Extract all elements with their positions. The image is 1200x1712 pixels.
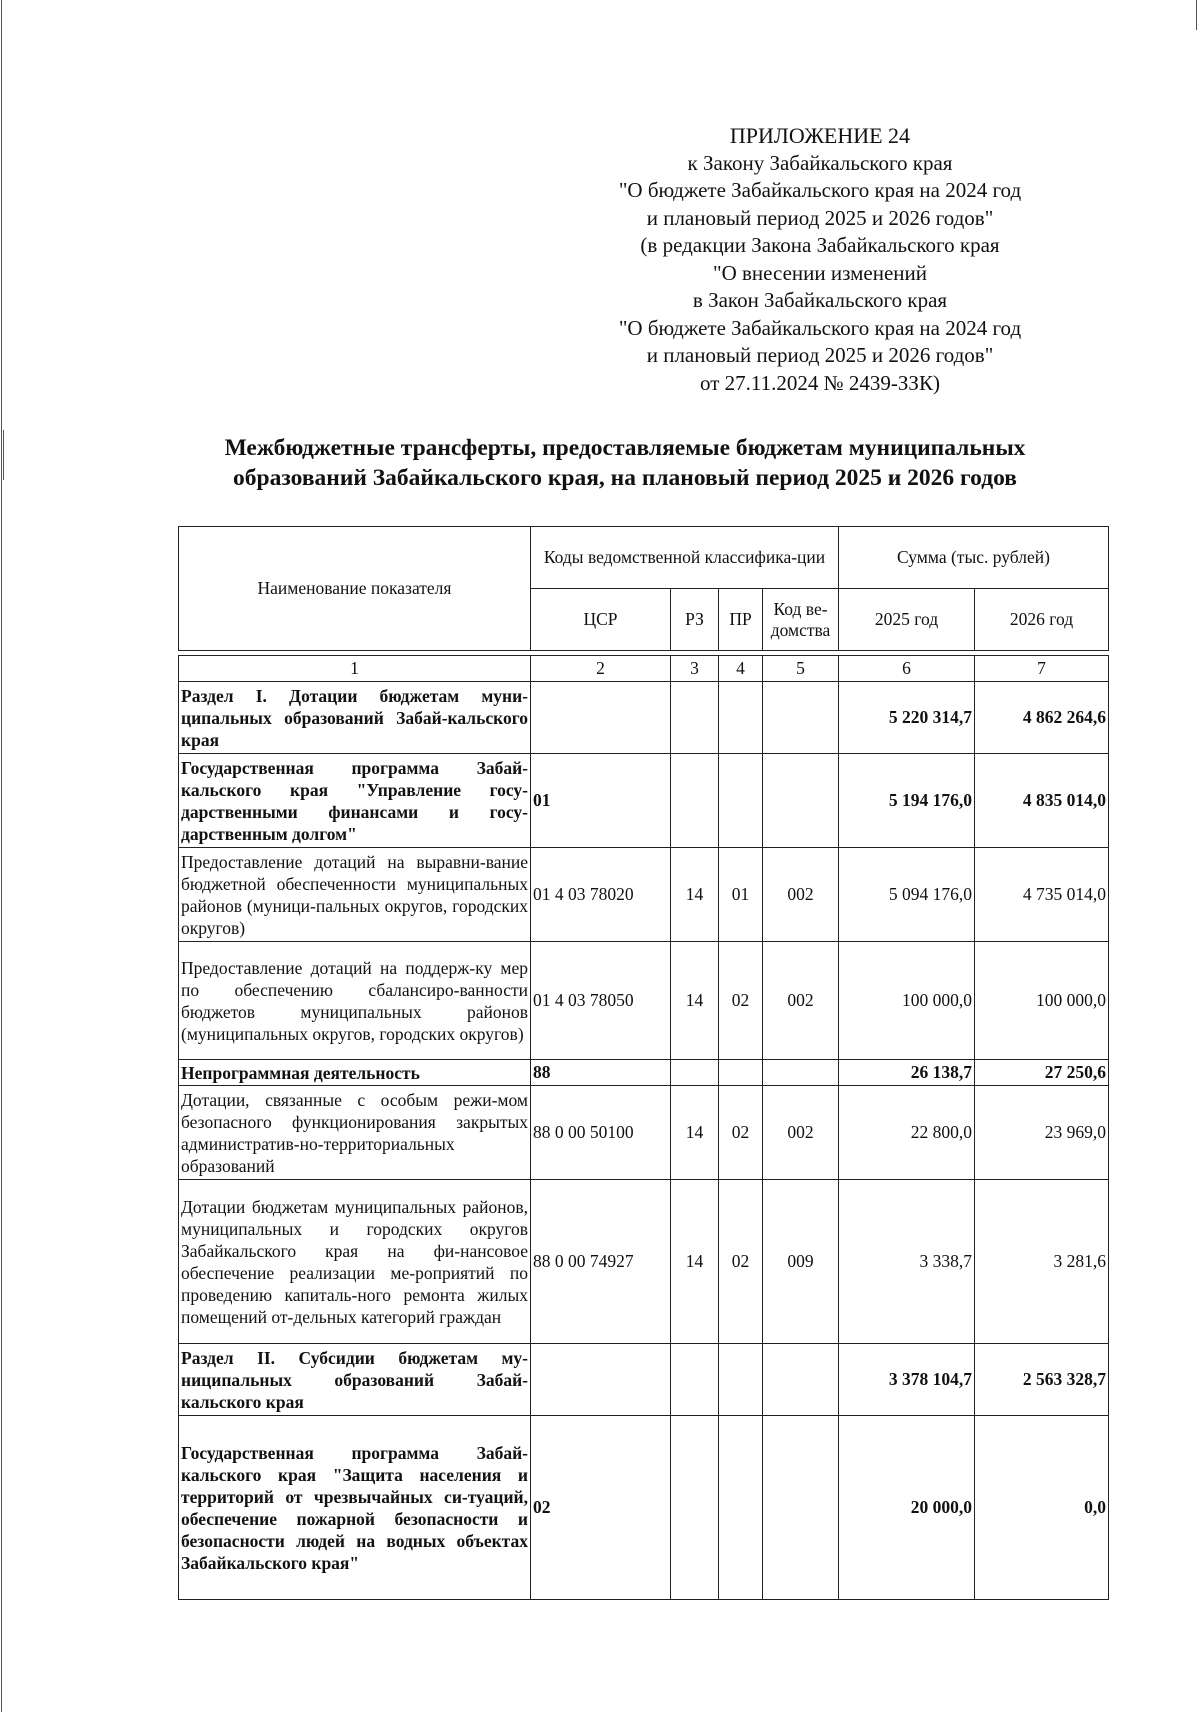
row-name: Государственная программа Забай-кальского края "Защита населения и территорий от чрезвычайных си-туаций, обеспечение пожарной безопасности и безопасности людей на водных объектах Забайкальского края" — [179, 1416, 531, 1600]
document-title-line: Межбюджетные трансферты, предоставляемые бюджетам муниципальных — [224, 435, 1026, 461]
annex-line: "О бюджете Забайкальского края на 2024 год — [618, 315, 1022, 340]
row-rz — [671, 682, 719, 754]
row-csr — [531, 682, 671, 754]
row-name: Дотации бюджетам муниципальных районов, муниципальных и городских округов Забайкальского края на фи-нансовое обеспечение реализации ме-роприятий по проведению капиталь-ного ремонта жилых помещений от-дельных категорий граждан — [179, 1180, 531, 1344]
row-csr: 88 — [531, 1060, 671, 1086]
row-2026: 100 000,0 — [975, 942, 1109, 1060]
table-row — [179, 1060, 1109, 1086]
row-csr: 01 4 03 78050 — [531, 942, 671, 1060]
row-name: Предоставление дотаций на выравни-вание бюджетной обеспеченности муниципальных районов (муници-пальных округов, городских округов) — [179, 848, 531, 942]
row-rz — [671, 1416, 719, 1600]
row-2025: 5 220 314,7 — [839, 682, 975, 754]
row-dept: 002 — [763, 942, 839, 1060]
annex-line: и плановый период 2025 и 2026 годов" — [646, 205, 994, 230]
row-2025: 100 000,0 — [839, 942, 975, 1060]
row-rz — [671, 754, 719, 848]
table-row — [179, 942, 1109, 1060]
row-dept — [763, 1344, 839, 1416]
row-2025: 3 378 104,7 — [839, 1344, 975, 1416]
annex-line: "О внесении изменений — [713, 260, 927, 285]
row-rz — [671, 1060, 719, 1086]
row-2026: 2 563 328,7 — [975, 1344, 1109, 1416]
row-dept — [763, 754, 839, 848]
header-rz: РЗ — [671, 589, 719, 651]
header-name: Наименование показателя — [179, 527, 531, 651]
row-pr: 02 — [719, 942, 763, 1060]
table-header-row — [179, 527, 1109, 589]
row-2026: 27 250,6 — [975, 1060, 1109, 1086]
row-2025: 5 094 176,0 — [839, 848, 975, 942]
row-name: Раздел II. Субсидии бюджетам му-ниципальных образований Забай-кальского края — [179, 1344, 531, 1416]
column-number: 7 — [975, 656, 1109, 682]
row-rz — [671, 1344, 719, 1416]
scan-edge-mark — [1196, 0, 1197, 30]
column-number-row — [179, 656, 1109, 682]
table-row — [179, 848, 1109, 942]
annex-line: "О бюджете Забайкальского края на 2024 год — [618, 178, 1022, 202]
row-pr — [719, 1416, 763, 1600]
row-2025: 20 000,0 — [839, 1416, 975, 1600]
header-sum-group: Сумма (тыс. рублей) — [839, 527, 1109, 589]
column-number: 3 — [671, 656, 719, 682]
row-csr: 01 — [531, 754, 671, 848]
row-rz: 14 — [671, 1086, 719, 1180]
table-row — [179, 1180, 1109, 1344]
document-title — [140, 433, 1110, 493]
annex-line: в Закон Забайкальского края — [692, 288, 948, 312]
scan-edge-line — [1, 0, 2, 1712]
header-pr: ПР — [719, 589, 763, 651]
row-dept: 009 — [763, 1180, 839, 1344]
header-csr: ЦСР — [531, 589, 671, 651]
row-dept — [763, 1060, 839, 1086]
row-csr: 02 — [531, 1416, 671, 1600]
column-number: 2 — [531, 656, 671, 682]
row-2026: 4 835 014,0 — [975, 754, 1109, 848]
row-csr: 88 0 00 50100 — [531, 1086, 671, 1180]
document-title-line: образований Забайкальского края, на плановый период 2025 и 2026 годов — [233, 465, 1017, 491]
row-dept: 002 — [763, 1086, 839, 1180]
row-name: Дотации, связанные с особым режи-мом безопасного функционирования закрытых административ-но-территориальных образований — [179, 1086, 531, 1180]
row-csr — [531, 1344, 671, 1416]
table-row — [179, 1416, 1109, 1600]
row-name: Предоставление дотаций на поддерж-ку мер по обеспечению сбалансиро-ванности бюджетов муниципальных районов (муниципальных округов, городских округов) — [179, 942, 531, 1060]
annex-header — [540, 122, 1100, 397]
row-2025: 3 338,7 — [839, 1180, 975, 1344]
row-dept: 002 — [763, 848, 839, 942]
column-number: 5 — [763, 656, 839, 682]
row-2026: 0,0 — [975, 1416, 1109, 1600]
row-pr: 02 — [719, 1180, 763, 1344]
column-number: 4 — [719, 656, 763, 682]
row-pr — [719, 754, 763, 848]
header-codes-group: Коды ведомственной классифика-ции — [531, 527, 839, 589]
scan-edge-mark — [3, 430, 4, 480]
row-name: Государственная программа Забай-кальского края "Управление госу-дарственными финансами и госу-дарственным долгом" — [179, 754, 531, 848]
transfers-table — [178, 526, 1109, 1600]
annex-line: (в редакции Закона Забайкальского края — [640, 233, 1000, 257]
row-rz: 14 — [671, 1180, 719, 1344]
row-2026: 3 281,6 — [975, 1180, 1109, 1344]
annex-line: и плановый период 2025 и 2026 годов" — [646, 343, 994, 367]
annex-line: к Закону Забайкальского края — [687, 150, 953, 175]
row-2025: 26 138,7 — [839, 1060, 975, 1086]
row-csr: 88 0 00 74927 — [531, 1180, 671, 1344]
header-2025: 2025 год — [839, 589, 975, 651]
row-pr: 02 — [719, 1086, 763, 1180]
header-2026: 2026 год — [975, 589, 1109, 651]
row-2026: 23 969,0 — [975, 1086, 1109, 1180]
column-number: 6 — [839, 656, 975, 682]
row-dept — [763, 1416, 839, 1600]
row-name: Раздел I. Дотации бюджетам муни-ципальных образований Забай-кальского края — [179, 682, 531, 754]
row-pr — [719, 682, 763, 754]
row-dept — [763, 682, 839, 754]
row-2026: 4 735 014,0 — [975, 848, 1109, 942]
row-2025: 5 194 176,0 — [839, 754, 975, 848]
table-row — [179, 682, 1109, 754]
annex-line: от 27.11.2024 № 2439-ЗЗК) — [700, 370, 940, 395]
row-csr: 01 4 03 78020 — [531, 848, 671, 942]
row-2026: 4 862 264,6 — [975, 682, 1109, 754]
row-pr — [719, 1060, 763, 1086]
table-row — [179, 1086, 1109, 1180]
row-rz: 14 — [671, 942, 719, 1060]
row-2025: 22 800,0 — [839, 1086, 975, 1180]
column-number: 1 — [179, 656, 531, 682]
annex-line: ПРИЛОЖЕНИЕ 24 — [729, 123, 911, 148]
table-row — [179, 1344, 1109, 1416]
row-pr — [719, 1344, 763, 1416]
row-rz: 14 — [671, 848, 719, 942]
header-dept: Код ве-домства — [763, 589, 839, 651]
row-pr: 01 — [719, 848, 763, 942]
table-row — [179, 754, 1109, 848]
row-name: Непрограммная деятельность — [179, 1060, 531, 1086]
